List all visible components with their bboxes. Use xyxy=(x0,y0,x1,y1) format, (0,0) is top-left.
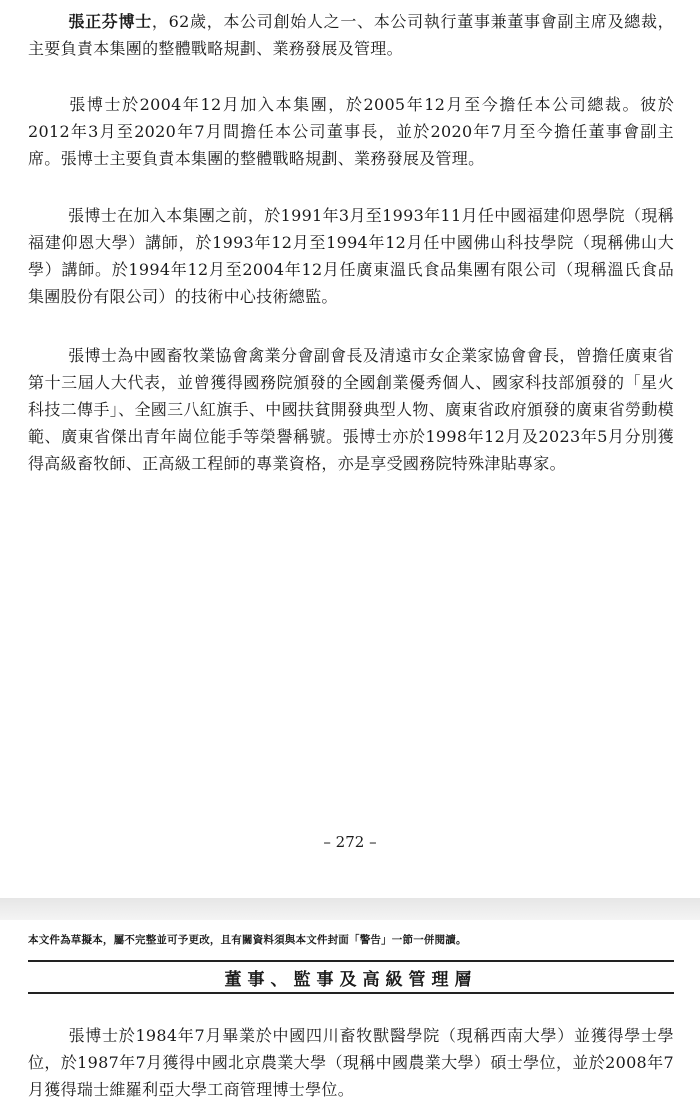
bio-paragraph-honors: 張博士為中國畜牧業協會禽業分會副會長及清遠市女企業家協會會長，曾擔任廣東省第十三屆人大代表，並曾獲得國務院頒發的全國創業優秀個人、國家科技部頒發的「星火科技二傳手」、全國三八紅旗手、中國扶貧開發典型人物、廣東省政府頒發的廣東省勞動模範、廣東省傑出青年崗位能手等榮譽稱號。張博士亦於1998年12月及2023年5月分別獲得高級畜牧師、正高級工程師的專業資格，亦是享受國務院特殊津貼專家。 xyxy=(28,346,674,473)
bio-paragraph-tenure: 張博士於2004年12月加入本集團，於2005年12月至今擔任本公司總裁。彼於2012年3月至2020年7月間擔任本公司董事長，並於2020年7月至今擔任董事會副主席。張博士主要負責本集團的整體戰略規劃、業務發展及管理。 xyxy=(28,95,674,168)
bio-paragraph-education: 張博士於1984年7月畢業於中國四川畜牧獸醫學院（現稱西南大學）並獲得學士學位，於1987年7月獲得中國北京農業大學（現稱中國農業大學）碩士學位，並於2008年7月獲得瑞士維羅利亞大學工商管理博士學位。 xyxy=(28,1026,674,1099)
document-page-next xyxy=(0,920,700,1116)
section-title: 董事、監事及高級管理層 xyxy=(224,969,478,990)
section-header xyxy=(28,960,674,994)
draft-disclaimer: 本文件為草擬本，屬不完整並可予更改，且有關資料須與本文件封面「警告」一節一併閱讀。 xyxy=(28,934,467,946)
page-separator xyxy=(0,898,700,920)
intro-text: ，62歲，本公司創始人之一、本公司執行董事兼董事會副主席及總裁，主要負責本集團的整體戰略規劃、業務發展及管理。 xyxy=(28,12,674,58)
page-number: – 272 – xyxy=(323,833,377,851)
bio-paragraph-prior-experience: 張博士在加入本集團之前，於1991年3月至1993年11月任中國福建仰恩學院（現稱福建仰恩大學）講師，於1993年12月至1994年12月任中國佛山科技學院（現稱佛山大學）講師。於1994年12月至2004年12月任廣東溫氏食品集團有限公司（現稱溫氏食品集團股份有限公司）的技術中心技術總監。 xyxy=(28,206,674,306)
director-name: 張正芬博士 xyxy=(68,12,152,31)
bio-paragraph-intro xyxy=(28,8,674,62)
